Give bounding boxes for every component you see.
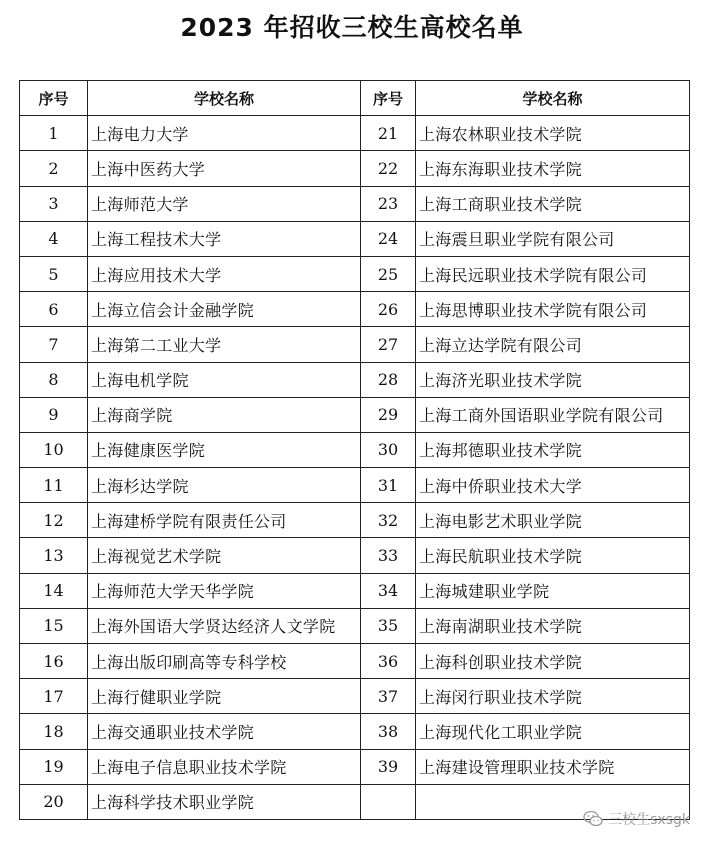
school-name: 上海外国语大学贤达经济人文学院 — [88, 608, 361, 643]
table-row — [20, 573, 690, 608]
table-header-row — [20, 81, 690, 116]
school-name: 上海城建职业学院 — [416, 573, 690, 608]
row-number: 32 — [361, 503, 416, 538]
row-number: 17 — [20, 679, 88, 714]
row-number: 4 — [20, 221, 88, 256]
row-number: 27 — [361, 327, 416, 362]
school-name: 上海济光职业技术学院 — [416, 362, 690, 397]
row-number: 37 — [361, 679, 416, 714]
row-number: 22 — [361, 151, 416, 186]
school-name: 上海工商外国语职业学院有限公司 — [416, 397, 690, 432]
school-name: 上海师范大学 — [88, 186, 361, 221]
row-number: 33 — [361, 538, 416, 573]
table-row — [20, 714, 690, 749]
school-name: 上海电影艺术职业学院 — [416, 503, 690, 538]
school-name: 上海工商职业技术学院 — [416, 186, 690, 221]
row-number: 34 — [361, 573, 416, 608]
row-number: 6 — [20, 292, 88, 327]
table-row — [20, 679, 690, 714]
row-number: 30 — [361, 432, 416, 467]
school-name: 上海震旦职业学院有限公司 — [416, 221, 690, 256]
table-row — [20, 538, 690, 573]
school-name: 上海健康医学院 — [88, 432, 361, 467]
table-row — [20, 256, 690, 291]
row-number: 10 — [20, 432, 88, 467]
school-name: 上海科学技术职业学院 — [88, 784, 361, 819]
school-name: 上海立信会计金融学院 — [88, 292, 361, 327]
table-row — [20, 397, 690, 432]
row-number: 24 — [361, 221, 416, 256]
row-number: 3 — [20, 186, 88, 221]
school-name: 上海立达学院有限公司 — [416, 327, 690, 362]
school-name: 上海民远职业技术学院有限公司 — [416, 256, 690, 291]
row-number: 7 — [20, 327, 88, 362]
school-name: 上海行健职业学院 — [88, 679, 361, 714]
page-title: 2023 年招收三校生高校名单 — [180, 13, 524, 42]
row-number: 38 — [361, 714, 416, 749]
header-no-right: 序号 — [361, 81, 416, 116]
row-number: 11 — [20, 468, 88, 503]
row-number: 18 — [20, 714, 88, 749]
table-row — [20, 116, 690, 151]
row-number: 39 — [361, 749, 416, 784]
row-number: 14 — [20, 573, 88, 608]
row-number: 21 — [361, 116, 416, 151]
school-name: 上海电力大学 — [88, 116, 361, 151]
row-number: 31 — [361, 468, 416, 503]
school-name: 上海中医药大学 — [88, 151, 361, 186]
header-name-right: 学校名称 — [416, 81, 690, 116]
watermark — [583, 809, 690, 829]
row-number: 9 — [20, 397, 88, 432]
school-name: 上海商学院 — [88, 397, 361, 432]
school-list-table — [19, 80, 690, 820]
table-row — [20, 292, 690, 327]
school-name: 上海出版印刷高等专科学校 — [88, 644, 361, 679]
school-name: 上海科创职业技术学院 — [416, 644, 690, 679]
school-name: 上海工程技术大学 — [88, 221, 361, 256]
row-number: 2 — [20, 151, 88, 186]
table-row — [20, 186, 690, 221]
row-number: 35 — [361, 608, 416, 643]
table-row — [20, 327, 690, 362]
row-number: 1 — [20, 116, 88, 151]
school-name: 上海建桥学院有限责任公司 — [88, 503, 361, 538]
row-number: 36 — [361, 644, 416, 679]
school-name: 上海中侨职业技术大学 — [416, 468, 690, 503]
row-number: 13 — [20, 538, 88, 573]
school-name: 上海农林职业技术学院 — [416, 116, 690, 151]
school-name: 上海第二工业大学 — [88, 327, 361, 362]
table-row — [20, 503, 690, 538]
row-number: 12 — [20, 503, 88, 538]
row-number — [361, 784, 416, 819]
school-name: 上海交通职业技术学院 — [88, 714, 361, 749]
school-name: 上海电子信息职业技术学院 — [88, 749, 361, 784]
school-name: 上海邦德职业技术学院 — [416, 432, 690, 467]
school-name: 上海现代化工职业学院 — [416, 714, 690, 749]
row-number: 29 — [361, 397, 416, 432]
row-number: 16 — [20, 644, 88, 679]
school-name: 上海南湖职业技术学院 — [416, 608, 690, 643]
wechat-icon — [583, 810, 603, 828]
school-name: 上海思博职业技术学院有限公司 — [416, 292, 690, 327]
row-number: 20 — [20, 784, 88, 819]
school-name: 上海建设管理职业技术学院 — [416, 749, 690, 784]
row-number: 19 — [20, 749, 88, 784]
school-name: 上海东海职业技术学院 — [416, 151, 690, 186]
row-number: 25 — [361, 256, 416, 291]
table-row — [20, 749, 690, 784]
row-number: 23 — [361, 186, 416, 221]
row-number: 15 — [20, 608, 88, 643]
header-no-left: 序号 — [20, 81, 88, 116]
school-name: 上海师范大学天华学院 — [88, 573, 361, 608]
table-row — [20, 644, 690, 679]
row-number: 26 — [361, 292, 416, 327]
school-name: 上海电机学院 — [88, 362, 361, 397]
row-number: 8 — [20, 362, 88, 397]
row-number: 28 — [361, 362, 416, 397]
school-name: 上海闵行职业技术学院 — [416, 679, 690, 714]
table-row — [20, 608, 690, 643]
table-row — [20, 151, 690, 186]
table-row — [20, 221, 690, 256]
table-row — [20, 362, 690, 397]
school-name: 上海视觉艺术学院 — [88, 538, 361, 573]
table-row — [20, 468, 690, 503]
table-row — [20, 432, 690, 467]
header-name-left: 学校名称 — [88, 81, 361, 116]
school-name: 上海杉达学院 — [88, 468, 361, 503]
watermark-text: 三校生sxsgk — [608, 812, 690, 828]
row-number: 5 — [20, 256, 88, 291]
school-name: 上海应用技术大学 — [88, 256, 361, 291]
school-name: 上海民航职业技术学院 — [416, 538, 690, 573]
